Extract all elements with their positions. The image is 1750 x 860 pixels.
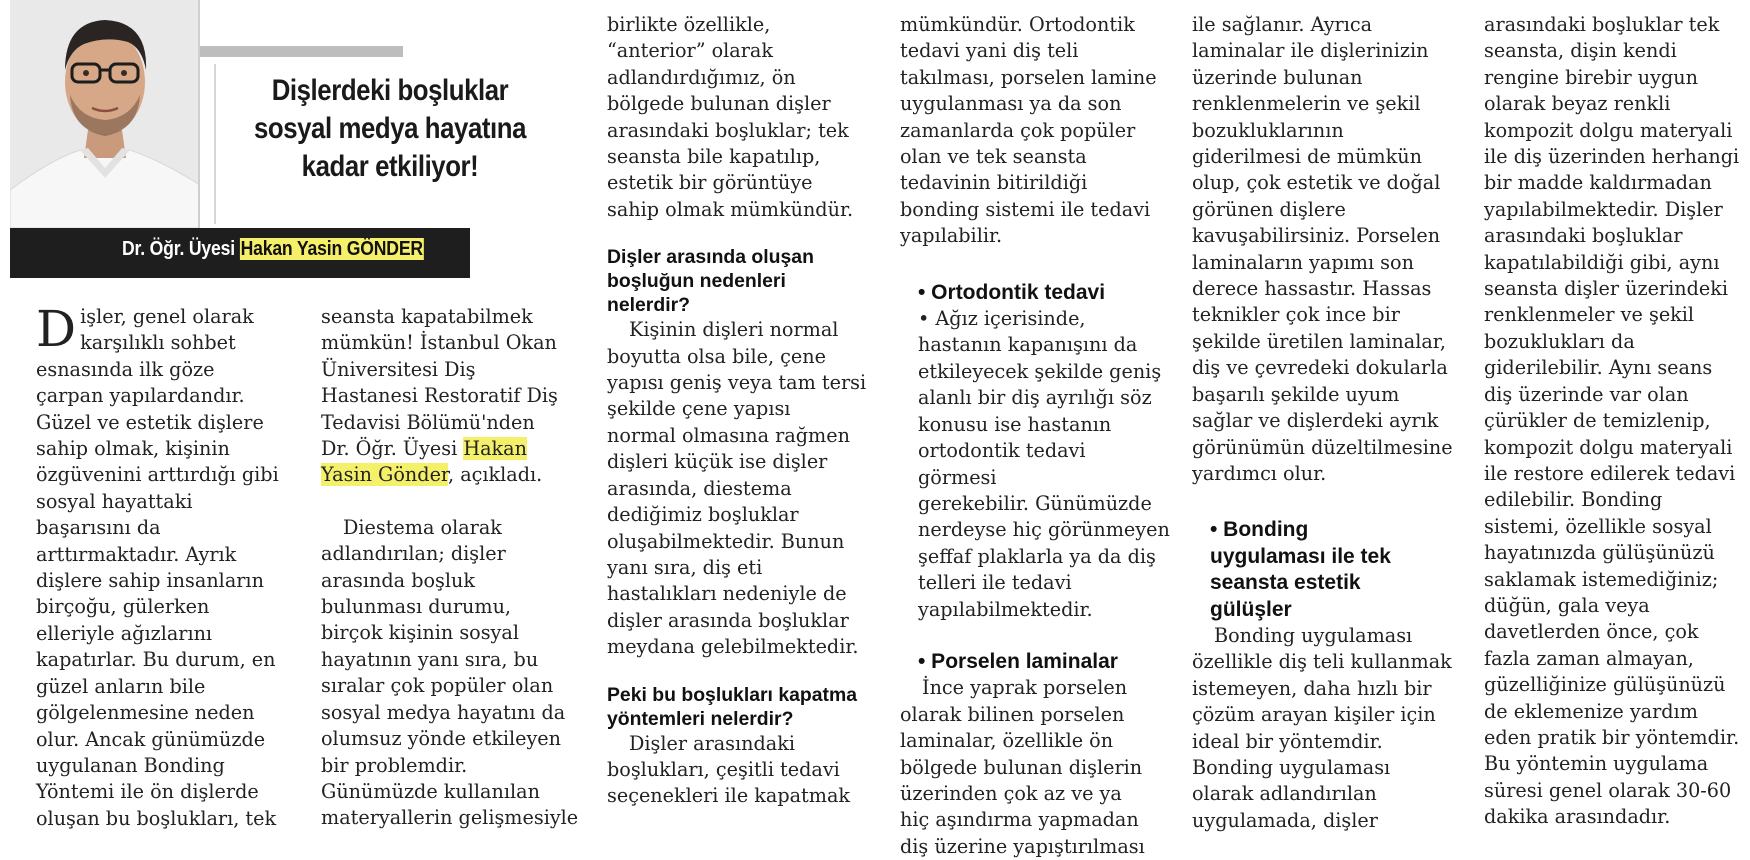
column-2-text-b: , açıkladı. [448, 463, 543, 487]
column-6-paragraph-1: arasındaki boşluklar tek seansta, dişin kendi rengine birebir uygun olarak beyaz renkli kompozit dolgu materyali ile diş üzerinden herhangi bir madde kaldırmadan yapılabilmektedir. Dişler arasındaki boşluklar kapatılabildiği gibi, aynı seansta dişler üzerindeki renklenmeler ve şekil bozuklukları da giderilebilir. Aynı seans diş üzerinde var olan çürükler de temizlenip, kompozit dolgu materyali ile restore edilerek tedavi edilebilir. Bonding sistemi, özellikle sosyal hayatınızda gülüşünüzü saklamak istemediğiniz; düğün, gala veya davetlerden önce, çok fazla zaman almayan, güzelliğinize gülüşünüzü de eklemenize yardım eden pratik bir yöntemdir. Bu yöntemin uygulama süresi genel olarak 30-60 dakika arasındadır. [1484, 13, 1740, 829]
column-2-paragraph-1 [321, 304, 581, 489]
column-3-paragraph-3: Dişler arasındaki boşlukları, çeşitli tedavi seçenekleri ile kapatmak [607, 731, 851, 808]
author-photo [10, 0, 200, 228]
article-column-6 [1484, 12, 1746, 831]
article-column-1 [36, 300, 286, 832]
column-3-paragraph-2: Kişinin dişleri normal boyutta olsa bile, çene yapısı geniş veya tam tersi şekilde çene yapısı normal olmasına rağmen dişleri küçük ise dişler arasında, diestema dediğimiz boşluklar oluşabilmektedir. Bunun yanı sıra, diş eti hastalıkları nedeniyle de dişler arasında boşluklar meydana gelebilmektedir. [607, 318, 867, 659]
highlight-name-1: Hakan [463, 437, 527, 461]
subheading-porcelain: • Porselen laminalar [918, 649, 1118, 673]
column-1-first-lines: işler, genel olarak karşılıklı sohbet [80, 305, 254, 355]
column-5-paragraph-1: ile sağlanır. Ayrıca laminalar ile dişlerinizin üzerinde bulunan renklenmelerin ve şekil bozukluklarının giderilmesi de mümkün olup, çok estetik ve doğal görünen dişlere kavuşabilirsiniz. Porselen laminaların yapımı son derece hassastır. Hassas teknikler çok ince bir şekilde üretilen laminalar, diş ve çevredeki dokularla başarılı şekilde uyum sağlar ve dişlerdeki ayrık görünümün düzeltilmesine yardımcı olur. [1192, 13, 1453, 485]
drop-cap: D [36, 300, 77, 358]
column-5-paragraph-2: Bonding uygulaması özellikle diş teli kullanmak istemeyen, daha hızlı bir çözüm arayan kişiler için ideal bir yöntemdir. Bonding uygulaması olarak adlandırılan uygulamada, dişler [1192, 623, 1452, 832]
subheading-orthodontic: • Ortodontik tedavi [918, 280, 1106, 304]
subheading-bonding: • Bonding uygulaması ile tek seansta estetik gülüşler [1210, 518, 1391, 621]
subheading-causes: Dişler arasında oluşan boşluğun nedenleri nelerdir? [607, 246, 814, 317]
byline-author-name: Hakan Yasin GÖNDER [240, 238, 423, 260]
article-headline: Dişlerdeki boşluklar sosyal medya hayatına kadar etkiliyor! [253, 74, 527, 183]
column-1-body: esnasında ilk göze çarpan yapılardandır. Güzel ve estetik dişlere sahip olmak, kişinin özgüvenini arttırdığı gibi sosyal hayattaki başarısını da arttırmaktadır. Ayrık dişlere sahip insanların birçoğu, gülerken elleriyle ağızlarını kapatırlar. Bu durum, en güzel anların bile gölgelenmesine neden olur. Ancak günümüzde uygulanan Bonding Yöntemi ile ön dişlerde oluşan bu boşlukları, tek [36, 357, 279, 830]
column-2-text-a: seansta kapatabilmek mümkün! İstanbul Okan Üniversitesi Diş Hastanesi Restoratif Diş Tedavisi Bölümü'nden Dr. Öğr. Üyesi [321, 305, 558, 461]
highlight-name-2: Yasin Gönder [321, 463, 448, 487]
subheading-methods: Peki bu boşlukları kapatma yöntemleri nelerdir? [607, 683, 858, 730]
column-1-paragraph [36, 300, 286, 358]
column-3-paragraph-1: birlikte özellikle, “anterior” olarak adlandırdığımız, ön bölgede bulunan dişler arasındaki boşluklar; tek seansta bile kapatılıp, estetik bir görüntüye sahip olmak mümkündür. [607, 13, 854, 221]
column-4-paragraph-3: İnce yaprak porselen olarak bilinen porselen laminalar, özellikle ön bölgede bulunan dişlerin üzerinden çok az ve ya hiç aşındırma yapmadan diş üzerine yapıştırılması [900, 676, 1145, 858]
article-column-2 [321, 304, 581, 832]
article-column-5 [1192, 12, 1467, 834]
author-portrait-image [10, 0, 200, 228]
header-decor-line [214, 64, 216, 224]
photo-divider [198, 0, 200, 228]
article-column-4 [900, 12, 1170, 860]
byline-prefix: Dr. Öğr. Üyesi [122, 238, 240, 260]
article-column-3 [607, 12, 877, 810]
column-4-paragraph-2: • Ağız içerisinde, hastanın kapanışını da etkileyecek şekilde geniş alanlı bir diş ayrılığı söz konusu ise hastanın ortodontik tedavi görmesi gerekebilir. Günümüzde nerdeyse hiç görünmeyen şeffaf plaklarla ya da diş telleri ile tedavi yapılabilmektedir. [918, 307, 1170, 621]
column-4-paragraph-1: mümkündür. Ortodontik tedavi yani diş teli takılması, porselen lamine uygulanması ya da son zamanlarda çok popüler olan ve tek seansta tedavinin bitirildiği bonding sistemi ile tedavi yapılabilir. [900, 13, 1157, 248]
column-2-paragraph-2: Diestema olarak adlandırılan; dişler arasında boşluk bulunması durumu, birçok kişinin sosyal hayatının yanı sıra, bu sıralar çok popüler olan sosyal medya hayatını da olumsuz yönde etkileyen bir problemdir. Günümüzde kullanılan materyallerin gelişmesiyle [321, 515, 579, 830]
article-byline [122, 238, 424, 261]
header-accent-bar [200, 46, 403, 57]
